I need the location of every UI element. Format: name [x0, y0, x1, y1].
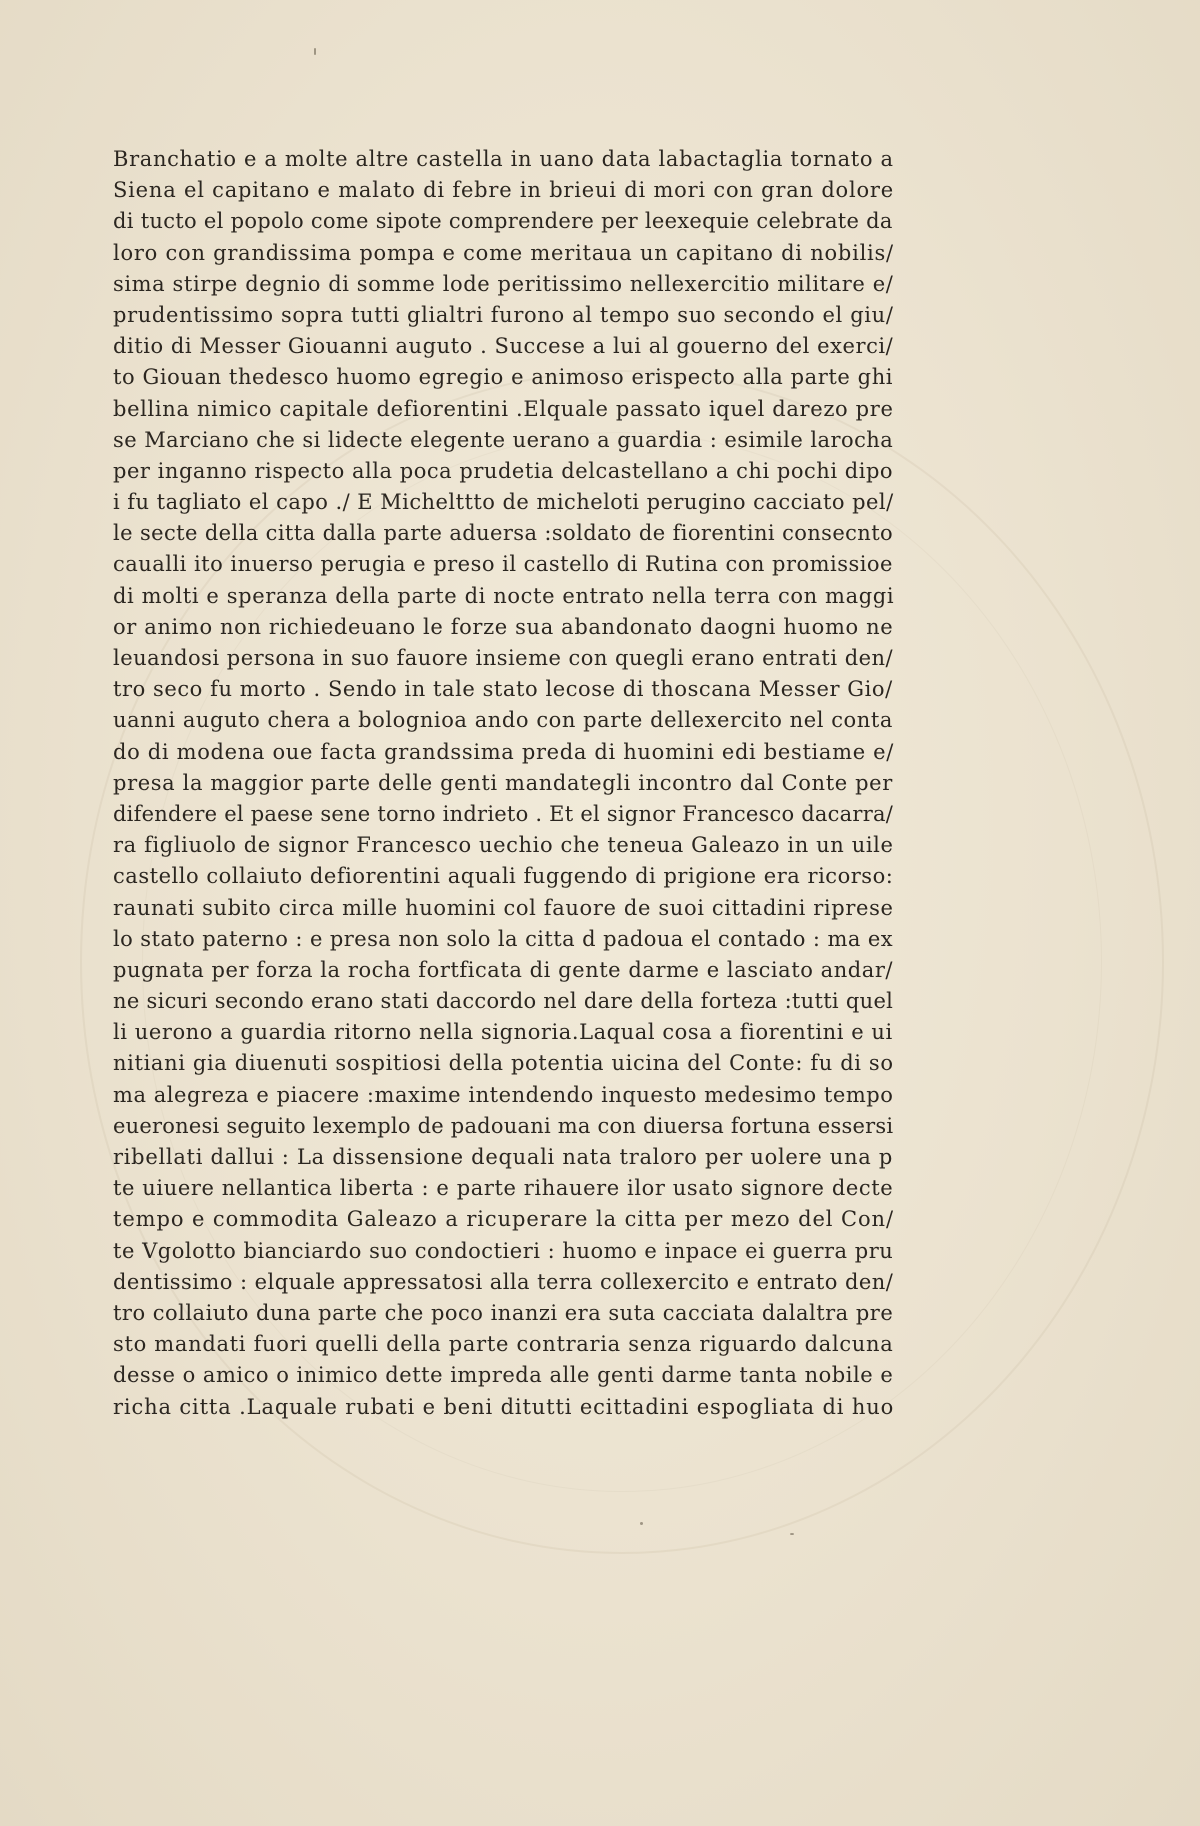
text-line: te Vgolotto bianciardo suo condoctieri : huomo e inpace ei guerra pru — [113, 1238, 894, 1263]
text-line: lo stato paterno : e presa non solo la citta d padoua el contado : ma ex — [113, 926, 893, 951]
text-line: dentissimo : elquale appressatosi alla terra collexercito e entrato den/ — [113, 1269, 894, 1294]
text-line: uanni auguto chera a bolognioa ando con parte dellexercito nel conta — [113, 708, 893, 733]
text-line: ma alegreza e piacere :maxime intendendo inquesto medesimo tempo — [113, 1082, 894, 1107]
text-line: Branchatio e a molte altre castella in uano data labactaglia tornato a — [113, 147, 894, 171]
text-line: ne sicuri secondo erano stati daccordo nel dare della forteza :tutti quel — [113, 989, 894, 1014]
text-line: se Marciano che si lidecte elegente uerano a guardia : esimile larocha — [113, 427, 894, 452]
text-line: difendere el paese sene torno indrieto . Et el signor Francesco dacarra/ — [113, 801, 894, 826]
text-line: eueronesi seguito lexemplo de padouani ma con diuersa fortuna essersi — [113, 1113, 894, 1138]
text-line: caualli ito inuerso perugia e preso il castello di Rutina con promissioe — [113, 552, 893, 577]
text-line: ribellati dallui : La dissensione dequali nata traloro per uolere una p — [113, 1145, 894, 1169]
text-line: sto mandati fuori quelli della parte contraria senza riguardo dalcuna — [113, 1332, 894, 1357]
ink-speck — [314, 48, 316, 55]
text-line: tro seco fu morto . Sendo in tale stato lecose di thoscana Messer Gio/ — [113, 677, 893, 702]
text-line: pugnata per forza la rocha fortficata di gente darme e lasciato andar/ — [113, 957, 894, 982]
text-line: di molti e speranza della parte di nocte entrato nella terra con maggi — [113, 583, 895, 608]
text-line: to Giouan thedesco huomo egregio e animoso erispecto alla parte ghi — [113, 365, 894, 390]
text-line: or animo non richiedeuano le forze sua abandonato daogni huomo ne — [113, 614, 894, 639]
text-line: di tucto el popolo come sipote comprendere per leexequie celebrate da — [113, 209, 893, 234]
text-block — [113, 144, 893, 1423]
text-line: raunati subito circa mille huomini col fauore de suoi cittadini riprese — [113, 895, 894, 920]
text-line: sima stirpe degnio di somme lode peritissimo nellexercitio militare e/ — [113, 271, 894, 296]
text-line: per inganno rispecto alla poca prudetia delcastellano a chi pochi dipo — [113, 458, 894, 483]
text-line: tempo e commodita Galeazo a ricuperare la citta per mezo del Con/ — [113, 1207, 894, 1232]
text-line: nitiani gia diuenuti sospitiosi della potentia uicina del Conte: fu di so — [113, 1051, 894, 1076]
text-line: Siena el capitano e malato di febre in brieui di mori con gran dolore — [113, 178, 894, 203]
ink-speck — [640, 1522, 643, 1525]
text-line: te uiuere nellantica liberta : e parte rihauere ilor usato signore decte — [113, 1176, 894, 1201]
text-line: ditio di Messer Giouanni auguto . Succese a lui al gouerno del exerci/ — [113, 334, 894, 359]
text-line: leuandosi persona in suo fauore insieme con quegli erano entrati den/ — [113, 646, 894, 670]
text-line: i fu tagliato el capo ./ E Michelttto de micheloti perugino cacciato pel/ — [113, 490, 894, 515]
text-line: loro con grandissima pompa e come meritaua un capitano di nobilis/ — [113, 240, 894, 265]
text-line: ra figliuolo de signor Francesco uechio che teneua Galeazo in un uile — [113, 833, 894, 858]
text-line: do di modena oue facta grandssima preda di huomini edi bestiame e/ — [113, 739, 894, 764]
text-line: prudentissimo sopra tutti glialtri furono al tempo suo secondo el giu/ — [113, 302, 894, 327]
text-line: tro collaiuto duna parte che poco inanzi era suta cacciata dalaltra pre — [113, 1300, 894, 1325]
text-line: bellina nimico capitale defiorentini .Elquale passato iquel darezo pre — [113, 396, 894, 421]
text-line: richa citta .Laquale rubati e beni ditutti ecittadini espogliata di huo — [113, 1394, 895, 1419]
text-line: le secte della citta dalla parte aduersa :soldato de fiorentini consecnto — [113, 521, 894, 546]
ink-speck — [790, 1533, 794, 1535]
text-line: desse o amico o inimico dette impreda alle genti darme tanta nobile e — [113, 1363, 894, 1388]
text-line: presa la maggior parte delle genti mandategli incontro dal Conte per — [113, 770, 893, 795]
text-line: li uerono a guardia ritorno nella signoria.Laqual cosa a fiorentini e ui — [113, 1020, 893, 1045]
text-line: castello collaiuto defiorentini aquali fuggendo di prigione era ricorso: — [113, 864, 894, 889]
